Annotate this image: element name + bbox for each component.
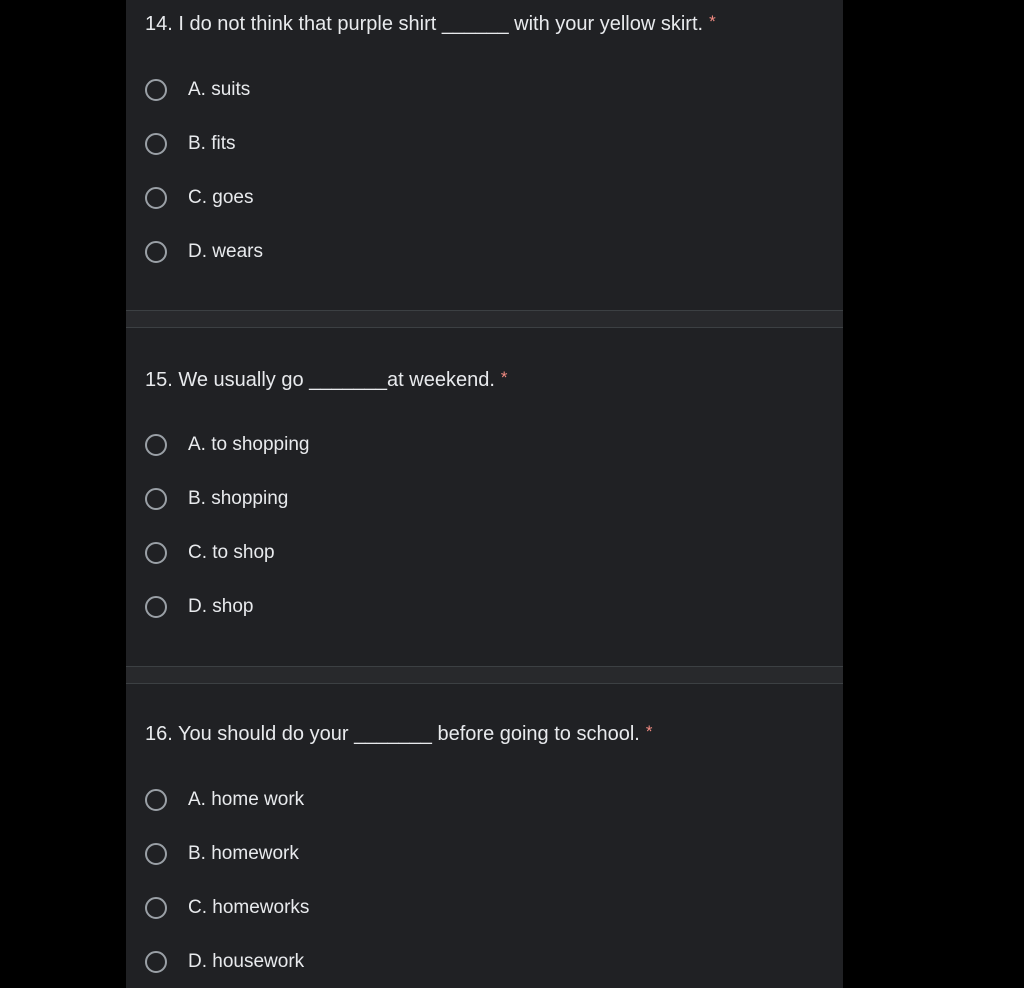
option-15-b[interactable] [145,485,288,513]
option-label: A. to shopping [188,434,310,455]
option-label: D. wears [188,241,263,262]
radio-button[interactable] [145,434,167,456]
option-label: B. fits [188,133,236,154]
option-14-b[interactable] [145,130,236,158]
option-16-d[interactable] [145,948,304,976]
question-text: 15. We usually go _______at weekend. [145,369,495,391]
form-column [126,0,843,988]
radio-button[interactable] [145,596,167,618]
option-label: D. shop [188,596,254,617]
radio-button[interactable] [145,897,167,919]
radio-button[interactable] [145,187,167,209]
required-asterisk: * [709,12,716,31]
question-card-15 [126,328,843,666]
question-text: 16. You should do your _______ before going to school. [145,723,640,745]
option-14-a[interactable] [145,76,250,104]
option-14-c[interactable] [145,184,253,212]
card-divider [126,666,843,684]
required-asterisk: * [500,368,508,387]
option-label: B. homework [188,843,299,864]
option-16-b[interactable] [145,840,299,868]
radio-button[interactable] [145,843,167,865]
option-label: C. goes [188,187,254,208]
option-label: B. shopping [188,488,289,509]
question-card-14 [126,0,843,310]
option-label: C. homeworks [188,897,310,918]
question-title-15 [145,366,508,392]
card-divider [126,310,843,328]
question-title-14 [145,10,716,36]
radio-button[interactable] [145,79,167,101]
option-label: C. to shop [188,542,275,563]
radio-button[interactable] [145,133,167,155]
option-14-d[interactable] [145,238,263,266]
option-15-a[interactable] [145,431,309,459]
option-16-a[interactable] [145,786,304,814]
radio-button[interactable] [145,542,167,564]
question-title-16 [145,720,652,746]
option-label: D. housework [188,951,305,972]
option-15-d[interactable] [145,593,253,621]
option-16-c[interactable] [145,894,309,922]
radio-button[interactable] [145,951,167,973]
required-asterisk: * [645,722,653,741]
option-label: A. home work [188,789,305,810]
option-15-c[interactable] [145,539,275,567]
radio-button[interactable] [145,241,167,263]
question-text: 14. I do not think that purple shirt ______ with your yellow skirt. [145,13,704,35]
option-label: A. suits [188,79,251,100]
radio-button[interactable] [145,789,167,811]
radio-button[interactable] [145,488,167,510]
question-card-16 [126,684,843,988]
